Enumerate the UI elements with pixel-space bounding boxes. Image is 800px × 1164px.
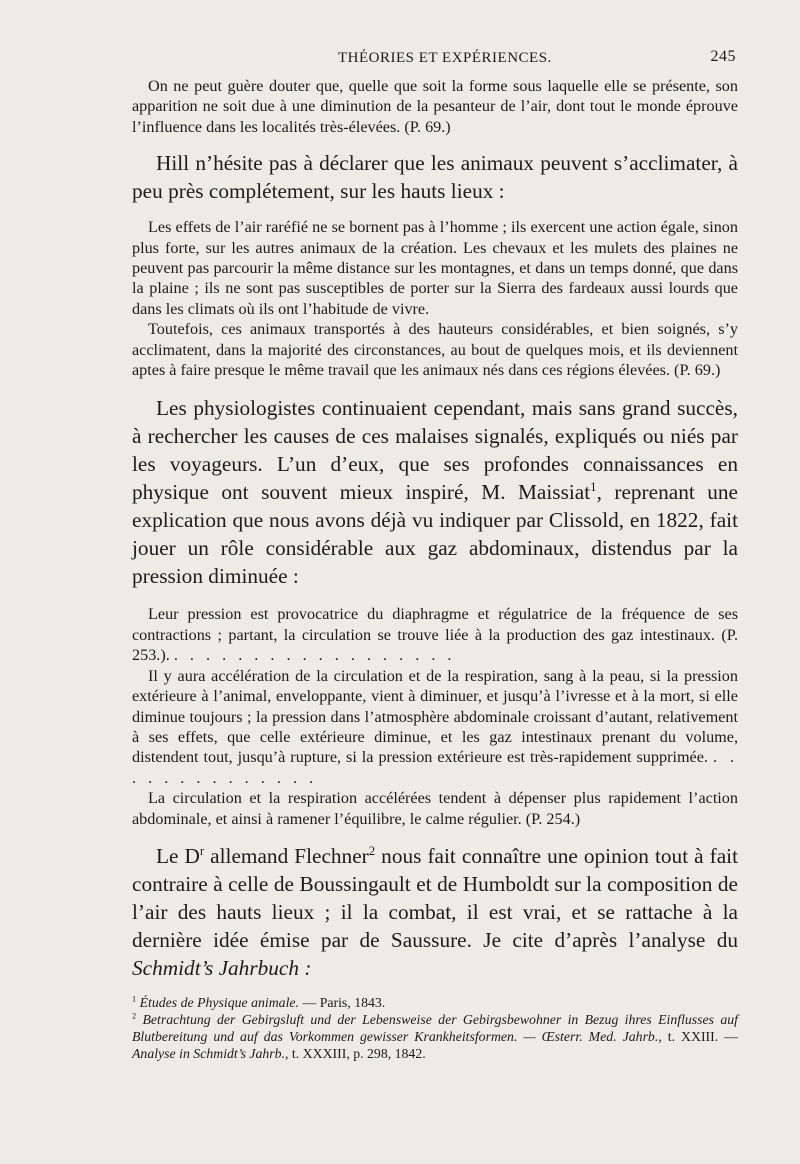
quote-paragraph: Les effets de l’air raréfié ne se bornent pas à l’homme ; ils exercent une action égale, sinon plus forte, sur les autres animaux de la création. Les chevaux et les mulets des plaines ne peuvent pas parcourir la même distance sur les montagnes, et dans un temps donné, que dans la plaine ; ils ne sont pas susceptibles de porter sur la Sierra des fardeaux aussi lourds que dans les climats où ils ont l’habitude de vivre. xyxy=(132,218,738,318)
footnote-reference: 2 xyxy=(368,843,376,858)
footnote-text: — Paris, 1843. xyxy=(299,994,386,1010)
footnote-mark: 1 xyxy=(132,994,137,1004)
elision-dots: . . . . . . . . . . . . . . . . . . xyxy=(173,646,456,665)
body-text: Le D xyxy=(156,843,200,868)
quote-paragraph: La circulation et la respiration accélérées tendent à dépenser plus rapidement l’action abdominale, et ainsi à ramener l’équilibre, le calme régulier. (P. 254.) xyxy=(132,789,738,828)
quote-text: Leur pression est provocatrice du diaphragme et régulatrice de la fréquence de ses contractions ; partant, la circulation se trouve liée à la production des gaz intestinaux. (P. 253.). xyxy=(132,605,738,665)
footnote-italic: Betrachtung der Gebirgsluft und der Lebensweise der Gebirgsbewohner in Bezug ihres Einflusses auf Blutbereitung und auf das Vorkommen gewisser Krankheitsformen. — Œsterr. Med. Jahrb., xyxy=(132,1011,738,1044)
footnote xyxy=(132,994,738,1011)
quote-paragraph: On ne peut guère douter que, quelle que soit la forme sous laquelle elle se présente, son apparition ne soit due à une diminution de la pesanteur de l’air, dont tout le monde éprouve l’influence dans les localités très-élevées. (P. 69.) xyxy=(132,77,738,136)
body-paragraph: Hill n’hésite pas à déclarer que les animaux peuvent s’acclimater, à peu près complétement, sur les hauts lieux : xyxy=(132,151,738,204)
footnote-text: t. XXXIII, p. 298, 1842. xyxy=(288,1045,426,1061)
footnotes xyxy=(132,994,738,1062)
elision-dots: . . . . . . . . . . . . . . xyxy=(132,748,739,787)
page-number: 245 xyxy=(710,48,736,65)
running-head xyxy=(132,44,738,70)
italic-title: Schmidt’s Jahrbuch : xyxy=(132,955,312,980)
running-title: THÉORIES ET EXPÉRIENCES. xyxy=(338,50,552,66)
body-paragraph xyxy=(132,842,738,982)
footnote xyxy=(132,1011,738,1062)
footnote-reference: 1 xyxy=(590,480,597,495)
quote-paragraph xyxy=(132,604,738,665)
body-text: nous fait connaître une opinion tout à fait contraire à celle de Boussingault et de Humboldt sur la composition de l’air des hauts lieux ; il la combat, il est vrai, et se rattache à la dernière idée émise par de Saussure. Je cite d’après l’analyse du xyxy=(132,843,738,952)
footnote-text: t. XXIII. — xyxy=(661,1028,738,1044)
body-text: allemand Flechner xyxy=(204,843,369,868)
superscript: r xyxy=(199,843,205,858)
body-text: , reprenant une explication que nous avons déjà vu indiquer par Clissold, en 1822, fait jouer un rôle considérable aux gaz abdominaux, distendus par la pression diminuée : xyxy=(132,480,738,589)
footnote-mark: 2 xyxy=(132,1011,137,1021)
quote-text: Il y aura accélération de la circulation et de la respiration, sang à la peau, si la pression extérieure à l’animal, enveloppante, vient à diminuer, et jusqu’à l’ivresse et à la mort, si elle diminue toujours ; la pression dans l’atmosphère abdominale croissant d’autant, relativement à ses effets, que celle extérieure diminue, et les gaz intestinaux prenant du volume, distendent tout, jusqu’à rupture, si la pression extérieure est très-rapidement supprimée. xyxy=(132,666,738,767)
quote-paragraph: Toutefois, ces animaux transportés à des hauteurs considérables, et bien soignés, s’y acclimatent, dans la majorité des circonstances, au bout de quelques mois, et ils deviennent aptes à faire presque le même travail que les animaux nés dans ces régions élevées. (P. 69.) xyxy=(132,320,738,380)
quote-paragraph xyxy=(132,666,738,788)
footnote-italic: Analyse in Schmidt’s Jahrb., xyxy=(132,1045,289,1061)
body-text: Les physiologistes continuaient cependant, mais sans grand succès, à rechercher les causes de ces malaises signalés, expliqués ou niés par les voyageurs. L’un d’eux, que ses profondes connaissances en physique ont souvent mieux inspiré, M. Maissiat xyxy=(132,396,738,505)
body-paragraph xyxy=(132,394,738,590)
footnote-italic: Études de Physique animale. xyxy=(139,994,299,1010)
